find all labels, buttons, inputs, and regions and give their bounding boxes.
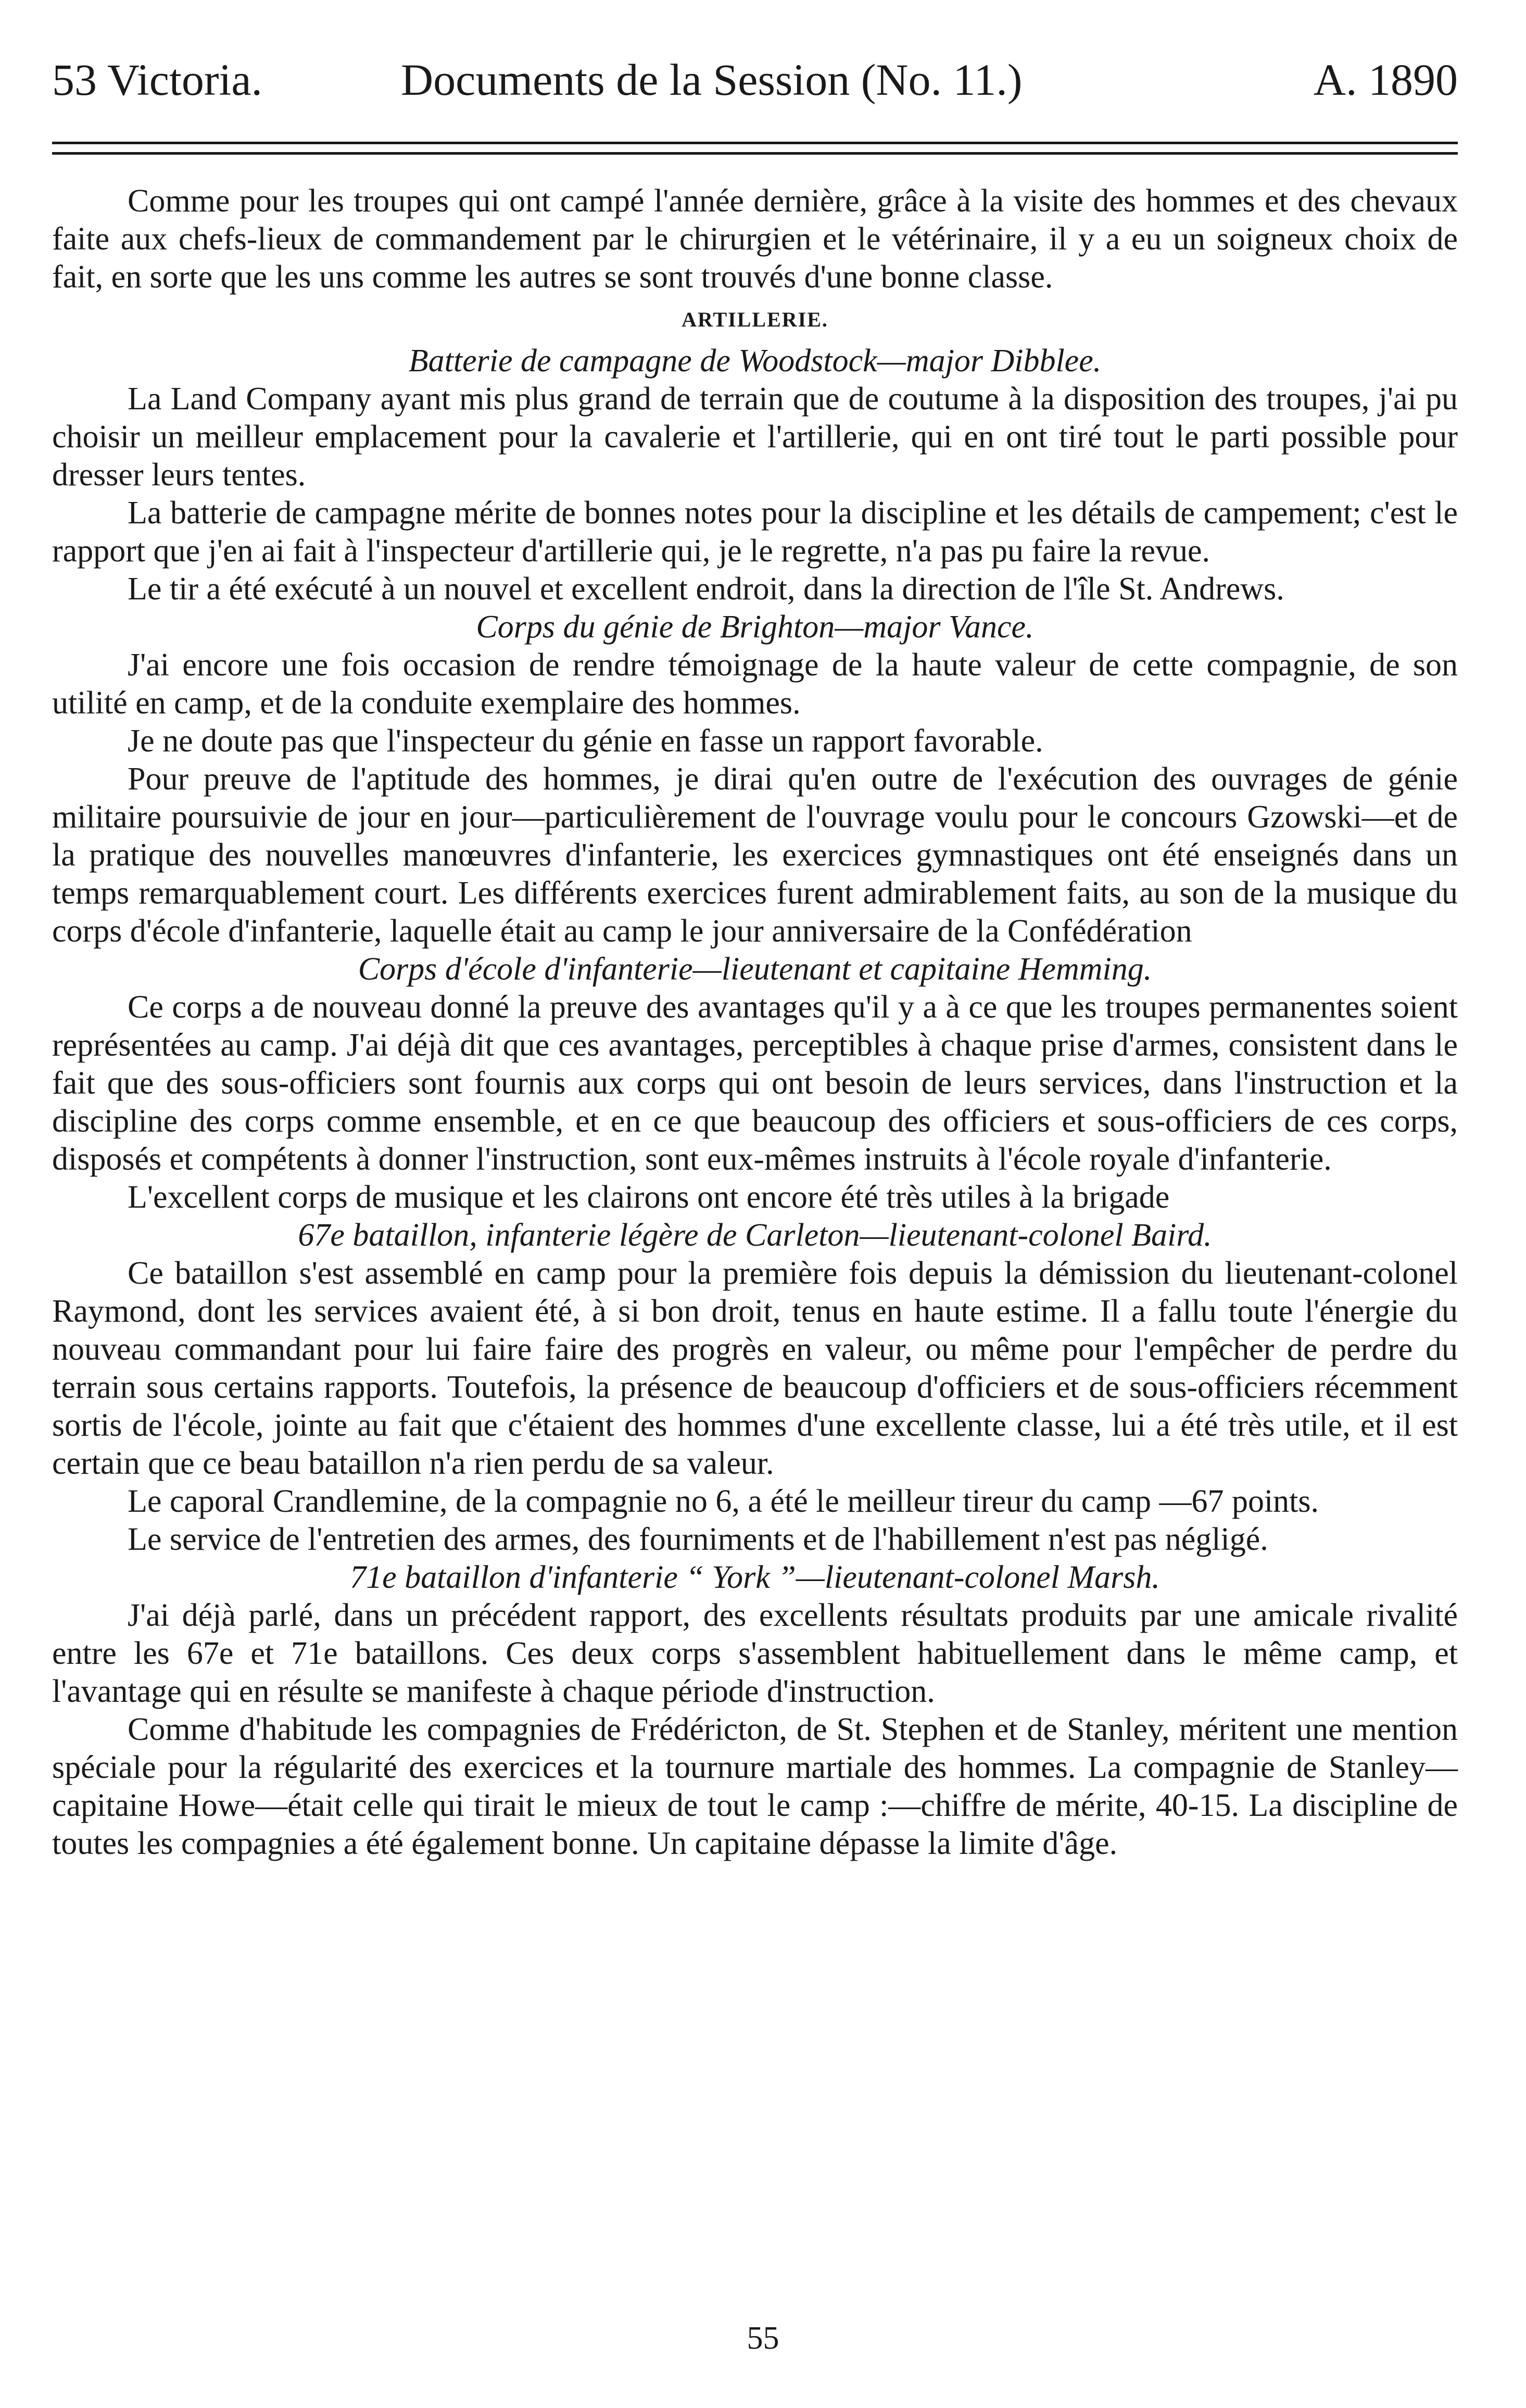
header-rule-bottom bbox=[52, 152, 1458, 155]
paragraph: Le service de l'entretien des armes, des fourniments et de l'habillement n'est pas négligé. bbox=[128, 1522, 1268, 1557]
subheading-brighton: Corps du génie de Brighton—major Vance. bbox=[476, 609, 1034, 645]
paragraph: Ce corps a de nouveau donné la preuve des avantages qu'il y a à ce que les troupes permanentes soient représentées au camp. J'ai déjà dit que ces avantages, perceptibles à chaque prise d'armes, consistent dans le fait que des sous-officiers sont fournis aux corps qui ont besoin de leurs services, dans l'instruction et la discipline des corps comme ensemble, et en ce que beaucoup des officiers et sous-officiers de ces corps, disposés et compétents à donner l'instruction, sont eux-mêmes instruits à l'école royale d'infanterie. bbox=[52, 989, 1458, 1177]
paragraph: Ce bataillon s'est assemblé en camp pour la première fois depuis la démission du lieutenant-colonel Raymond, dont les services avaient été, à si bon droit, tenus en haute estime. Il a fallu toute l'énergie du nouveau commandant pour lui faire faire des progrès en valeur, ou même pour l'empêcher de perdre du terrain sous certains rapports. Toutefois, la présence de beaucoup d'officiers et de sous-officiers récemment sortis de l'école, jointe au fait que c'étaient des hommes d'une excellente classe, lui a été très utile, et il est certain que ce beau bataillon n'a rien perdu de sa valeur. bbox=[52, 1256, 1458, 1481]
subheading-67e: 67e bataillon, infanterie légère de Carleton—lieutenant-colonel Baird. bbox=[298, 1218, 1212, 1253]
paragraph: J'ai déjà parlé, dans un précédent rapport, des excellents résultats produits par une amicale rivalité entre les 67e et 71e bataillons. Ces deux corps s'assemblent habituellement dans le même camp, et l'avantage qui en résulte se manifeste à chaque période d'instruction. bbox=[52, 1598, 1458, 1709]
paragraph: Je ne doute pas que l'inspecteur du génie en fasse un rapport favorable. bbox=[128, 723, 1043, 759]
header-year: A. 1890 bbox=[1313, 55, 1458, 105]
paragraph: Comme d'habitude les compagnies de Frédéricton, de St. Stephen et de Stanley, méritent une mention spéciale pour la régularité des exercices et la tournure martiale des hommes. La compagnie de Stanley—capitaine Howe—était celle qui tirait le mieux de tout le camp :—chiffre de mérite, 40-15. La discipline de toutes les compagnies a été également bonne. Un capitaine dépasse la limite d'âge. bbox=[52, 1712, 1458, 1861]
paragraph: Comme pour les troupes qui ont campé l'année dernière, grâce à la visite des hommes et des chevaux faite aux chefs-lieux de commandement par le chirurgien et le vétérinaire, il y a eu un soigneux choix de fait, en sorte que les uns comme les autres se sont trouvés d'une bonne classe. bbox=[52, 183, 1458, 295]
paragraph: La Land Company ayant mis plus grand de terrain que de coutume à la disposition des troupes, j'ai pu choisir un meilleur emplacement pour la cavalerie et l'artillerie, qui en ont tiré tout le parti possible pour dresser leurs tentes. bbox=[52, 381, 1458, 493]
header-rule-top bbox=[52, 142, 1458, 144]
paragraph: L'excellent corps de musique et les clairons ont encore été très utiles à la brigade bbox=[128, 1180, 1170, 1215]
subheading-71e: 71e bataillon d'infanterie “ York ”—lieutenant-colonel Marsh. bbox=[350, 1560, 1160, 1595]
subheading-woodstock: Batterie de campagne de Woodstock—major Dibblee. bbox=[408, 343, 1102, 379]
subheading-ecole: Corps d'école d'infanterie—lieutenant et capitaine Hemming. bbox=[358, 951, 1152, 987]
header-title: Documents de la Session (No. 11.) bbox=[401, 55, 1023, 105]
paragraph: La batterie de campagne mérite de bonnes notes pour la discipline et les détails de campement; c'est le rapport que j'en ai fait à l'inspecteur d'artillerie qui, je le regrette, n'a pas pu faire la revue. bbox=[52, 495, 1458, 569]
body-text bbox=[52, 182, 1458, 1863]
header-volume: 53 Victoria. bbox=[52, 55, 263, 105]
paragraph: J'ai encore une fois occasion de rendre témoignage de la haute valeur de cette compagnie, de son utilité en camp, et de la conduite exemplaire des hommes. bbox=[52, 647, 1458, 721]
paragraph: Pour preuve de l'aptitude des hommes, je dirai qu'en outre de l'exécution des ouvrages de génie militaire poursuivie de jour en jour—particulièrement de l'ouvrage voulu pour le concours Gzowski—et de la pratique des nouvelles manœuvres d'infanterie, les exercices gymnastiques ont été enseignés dans un temps remarquablement court. Les différents exercices furent admirablement faits, au son de la musique du corps d'école d'infanterie, laquelle était au camp le jour anniversaire de la Confédération bbox=[52, 761, 1458, 949]
paragraph: Le caporal Crandlemine, de la compagnie no 6, a été le meilleur tireur du camp —67 points. bbox=[128, 1484, 1319, 1519]
section-heading-artillerie: ARTILLERIE. bbox=[682, 308, 828, 331]
paragraph: Le tir a été exécuté à un nouvel et excellent endroit, dans la direction de l'île St. Andrews. bbox=[128, 571, 1284, 607]
page-number: 55 bbox=[747, 2321, 779, 2356]
